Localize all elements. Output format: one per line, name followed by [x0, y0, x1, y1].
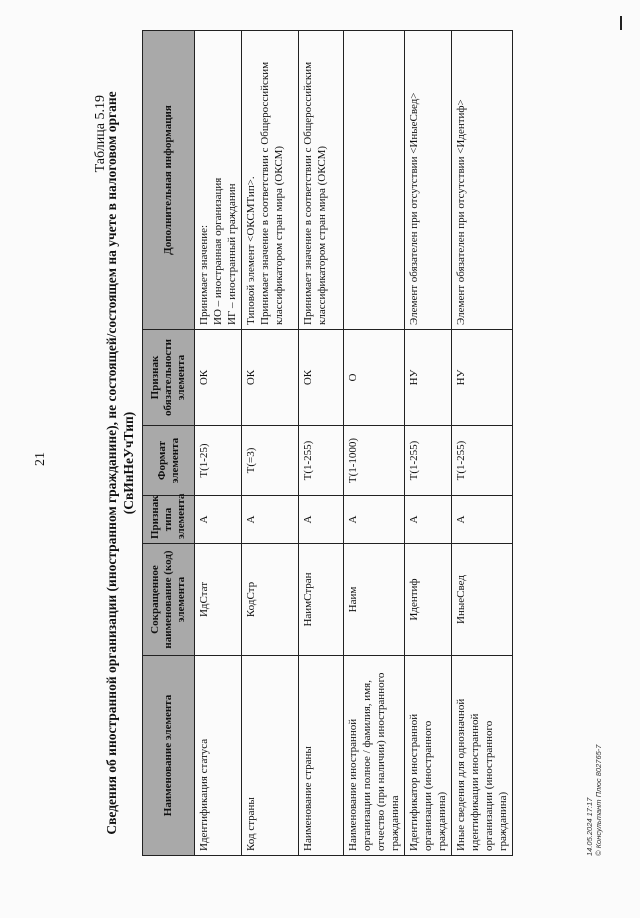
cell-info	[405, 31, 452, 330]
cell-format: T(1-1000)	[344, 426, 405, 496]
table-row	[195, 31, 242, 856]
cell-code: ИдСтат	[195, 544, 242, 656]
cell-name: Идентификатор иностранной организации (иностранного гражданина)	[405, 656, 452, 856]
header-format: Формат элемента	[143, 426, 195, 496]
header-required: Признак обязательности элемента	[143, 330, 195, 426]
cell-required: ОК	[242, 330, 299, 426]
info-line: Элемент обязателен при отсутствии <ИныеСвед>	[408, 92, 420, 325]
cell-type: А	[452, 496, 513, 544]
table-header-row	[143, 31, 195, 856]
elements-table	[142, 30, 513, 856]
cell-name: Наименование страны	[299, 656, 344, 856]
info-line: Принимает значение в соответствии с Общероссийским классификатором стран мира (ОКСМ)	[259, 61, 285, 325]
info-line: Принимает значение в соответствии с Общероссийским классификатором стран мира (ОКСМ)	[302, 61, 328, 325]
cell-info	[299, 31, 344, 330]
info-line: Типовой элемент <ОКСМТип>.	[245, 176, 257, 325]
cell-name: Идентификация статуса	[195, 656, 242, 856]
table-row	[452, 31, 513, 856]
cell-format: T(=3)	[242, 426, 299, 496]
page-number: 21	[33, 452, 48, 466]
cell-type: А	[344, 496, 405, 544]
table-title	[103, 68, 137, 858]
info-line: ИО – иностранная организация	[212, 177, 224, 325]
cell-name: Иные сведения для однозначной идентификации иностранной организации (иностранного гражданина)	[452, 656, 513, 856]
cell-code: Наим	[344, 544, 405, 656]
print-stamp	[585, 745, 603, 856]
table-row	[405, 31, 452, 856]
cell-info	[195, 31, 242, 330]
table-title-line2: (СвИнНеУчТип)	[121, 411, 136, 515]
header-name: Наименование элемента	[143, 656, 195, 856]
cell-required: ОК	[299, 330, 344, 426]
cell-required: ОК	[195, 330, 242, 426]
stamp-source: © Консультант Плюс 802765-7	[594, 744, 603, 856]
cell-info	[452, 31, 513, 330]
cell-format: T(1-255)	[452, 426, 513, 496]
cell-type: А	[405, 496, 452, 544]
cell-name: Код страны	[242, 656, 299, 856]
header-info: Дополнительная информация	[143, 31, 195, 330]
info-line: Элемент обязателен при отсутствии <Идентиф>	[455, 99, 467, 325]
cell-type: А	[242, 496, 299, 544]
cell-code: ИныеСвед	[452, 544, 513, 656]
header-code: Сокращенное наименование (код) элемента	[143, 544, 195, 656]
cell-type: А	[195, 496, 242, 544]
cell-required: О	[344, 330, 405, 426]
cell-format: T(1-255)	[405, 426, 452, 496]
cell-required: НУ	[452, 330, 513, 426]
cell-name: Наименование иностранной организации полное / фамилия, имя, отчество (при наличии) иностранного гражданина	[344, 656, 405, 856]
cell-format: T(1-25)	[195, 426, 242, 496]
cell-code: НаимСтран	[299, 544, 344, 656]
table-row	[344, 31, 405, 856]
table-row	[242, 31, 299, 856]
table-title-line1: Сведения об иностранной организации (иностранном гражданине), не состоящей/состоящем на учете в налоговом органе	[104, 91, 119, 835]
cell-code: КодСтр	[242, 544, 299, 656]
info-line: Принимает значение:	[198, 224, 210, 325]
cell-info	[242, 31, 299, 330]
cell-code: Идентиф	[405, 544, 452, 656]
table-row	[299, 31, 344, 856]
cell-format: T(1-255)	[299, 426, 344, 496]
table-number: Таблица 5.19	[93, 95, 108, 173]
header-type: Признак типа элемента	[143, 496, 195, 544]
stamp-date: 14.05.2024 17:17	[585, 797, 594, 856]
cell-info	[344, 31, 405, 330]
info-line: ИГ – иностранный гражданин	[226, 183, 238, 325]
cell-required: НУ	[405, 330, 452, 426]
cell-type: А	[299, 496, 344, 544]
